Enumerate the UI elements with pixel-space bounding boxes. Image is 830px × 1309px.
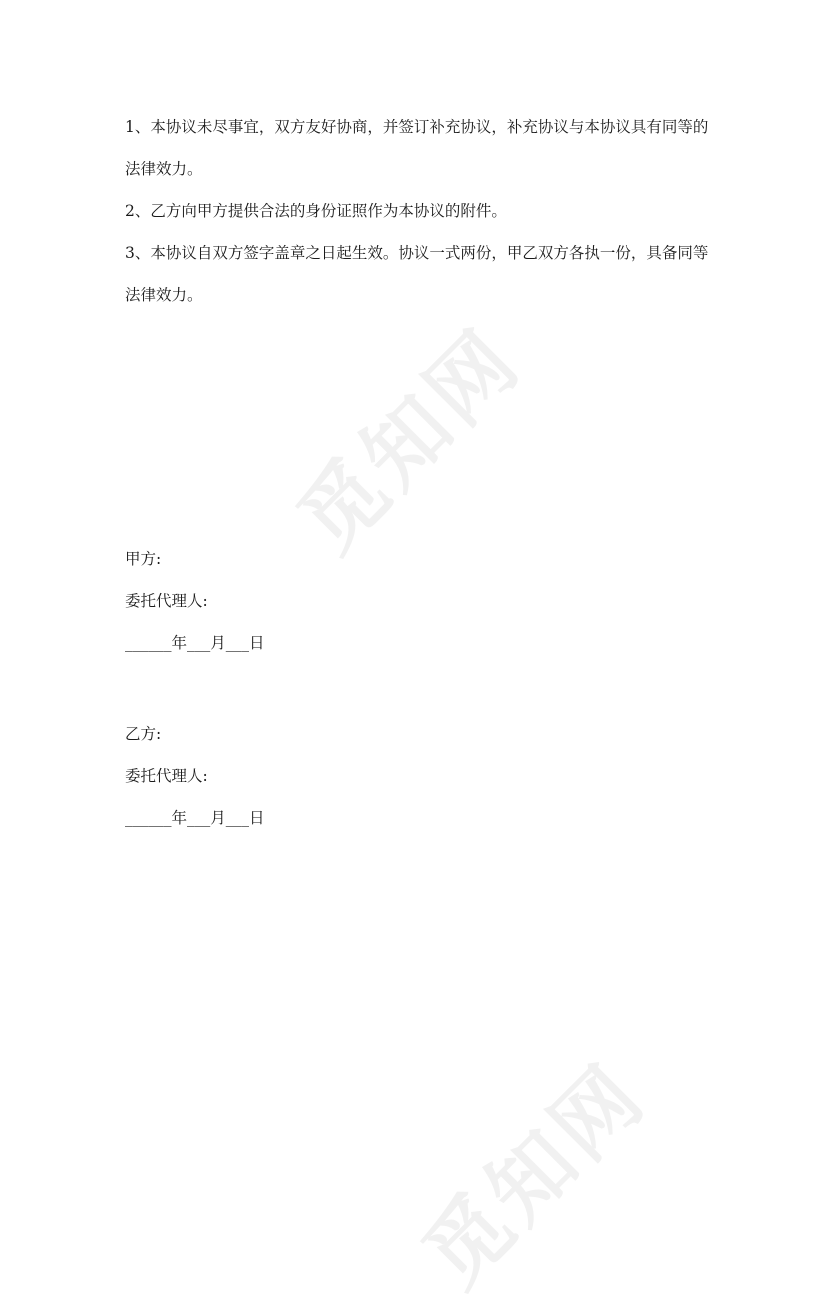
clause-2: 2、乙方向甲方提供合法的身份证照作为本协议的附件。	[125, 202, 507, 220]
agreement-clauses	[125, 106, 710, 316]
party-b-signature-block	[125, 713, 265, 839]
party-a-date-line: ______年___月___日	[125, 634, 265, 652]
watermark: 觅知网	[279, 309, 540, 571]
party-b-label: 乙方:	[125, 725, 162, 743]
party-b-date-line: ______年___月___日	[125, 809, 265, 827]
party-a-signature-block	[125, 538, 265, 664]
party-b-agent-label: 委托代理人:	[125, 767, 208, 785]
clause-3: 3、本协议自双方签字盖章之日起生效。协议一式两份，甲乙双方各执一份，具备同等法律效力。	[125, 244, 709, 304]
clause-1: 1、本协议未尽事宜，双方友好协商，并签订补充协议，补充协议与本协议具有同等的法律效力。	[125, 118, 709, 178]
party-a-agent-label: 委托代理人:	[125, 592, 208, 610]
party-a-label: 甲方:	[125, 550, 162, 568]
watermark: 觅知网	[404, 1044, 665, 1306]
